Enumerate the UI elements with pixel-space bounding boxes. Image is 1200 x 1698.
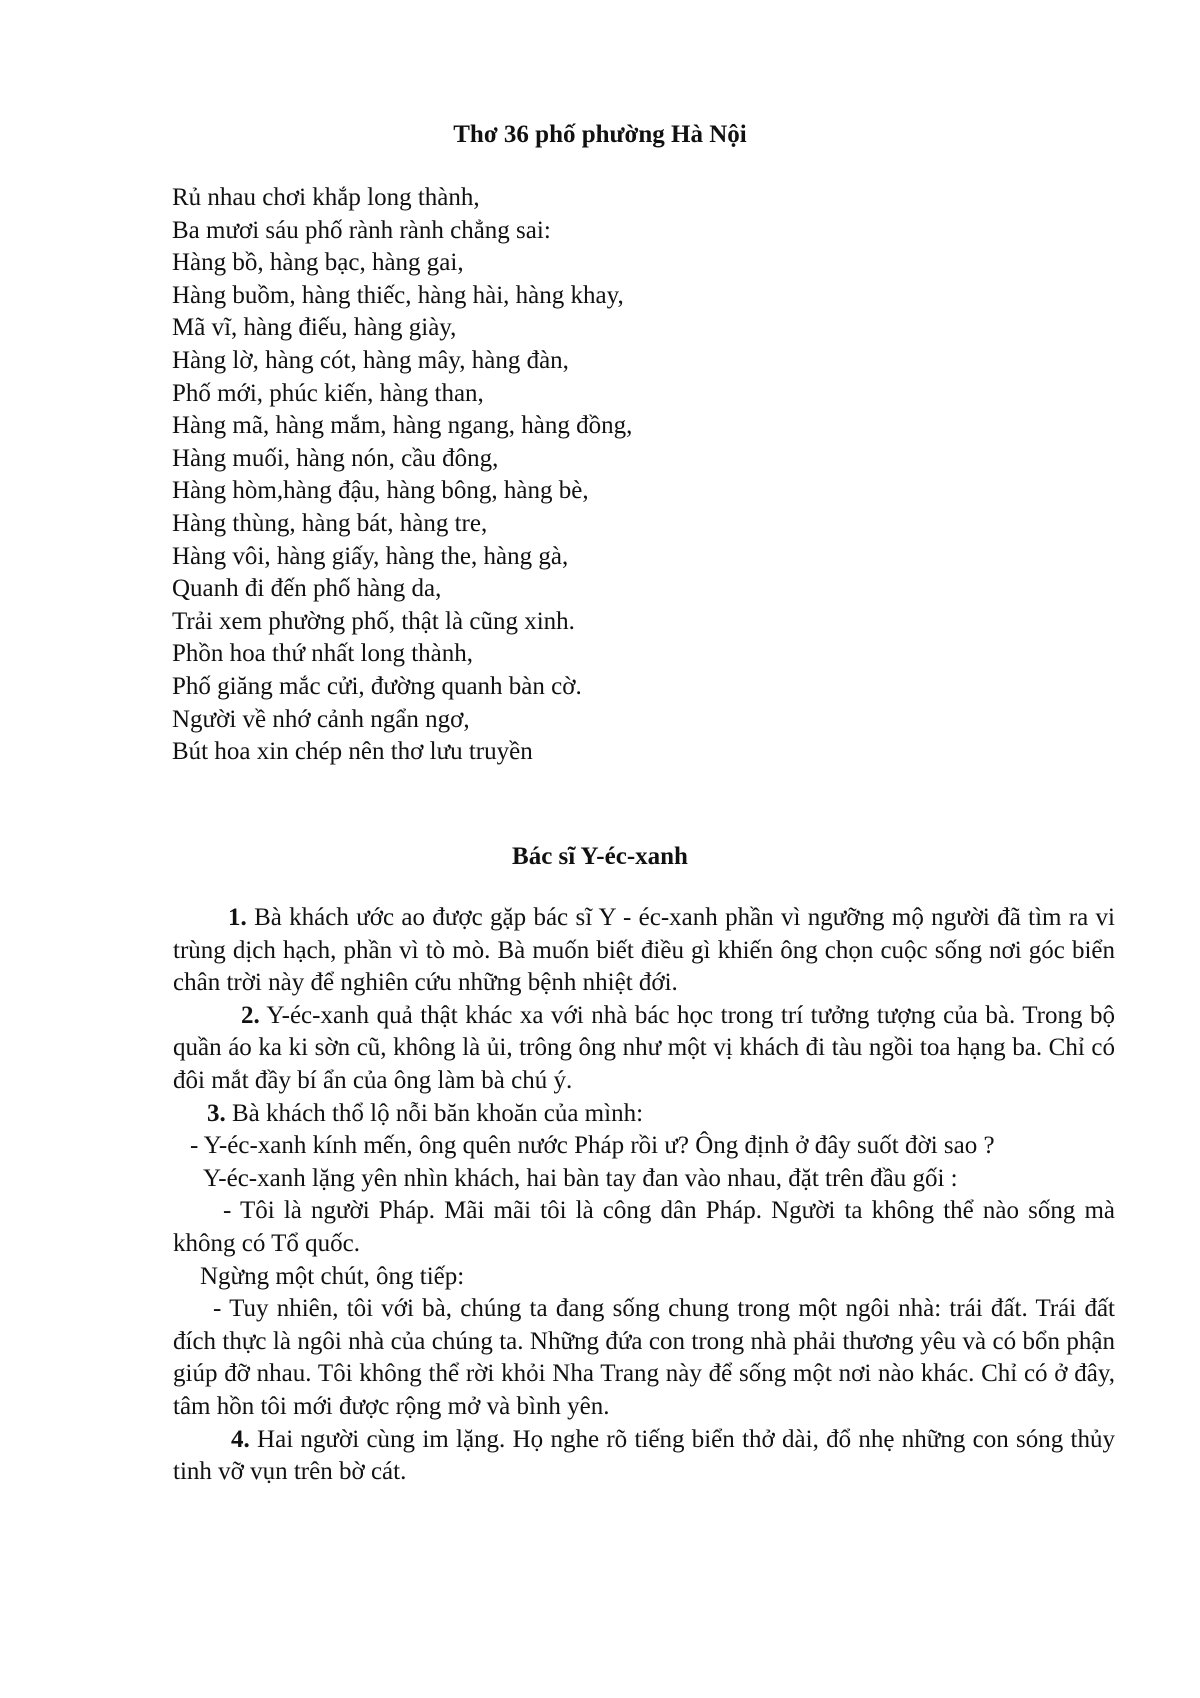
narration-line-1: Y-éc-xanh lặng yên nhìn khách, hai bàn tay đan vào nhau, đặt trên đầu gối : bbox=[203, 1164, 958, 1192]
poem-line: Quanh đi đến phố hàng da, bbox=[172, 575, 442, 603]
poem-line: Hàng buồm, hàng thiếc, hàng hài, hàng khay, bbox=[172, 281, 624, 309]
poem-title: Thơ 36 phố phường Hà Nội bbox=[453, 121, 747, 148]
paragraph-text: Y-éc-xanh quả thật khác xa với nhà bác học trong trí tưởng tượng của bà. Trong bộ quần áo ka ki sờn cũ, không là ủi, trông ông như một vị khách đi tàu ngồi toa hạng ba. Chỉ có đôi mắt đầy bí ẩn của ông làm bà chú ý. bbox=[173, 1001, 1115, 1094]
paragraph-text: Bà khách thổ lộ nỗi băn khoăn của mình: bbox=[225, 1099, 644, 1127]
paragraph-number: 2. bbox=[241, 1001, 260, 1029]
paragraph-4 bbox=[173, 1424, 1115, 1489]
poem-line: Hàng hòm,hàng đậu, hàng bông, hàng bè, bbox=[172, 477, 589, 505]
poem-line: Phồn hoa thứ nhất long thành, bbox=[172, 640, 474, 668]
poem-body bbox=[172, 182, 1072, 769]
paragraph-number: 4. bbox=[231, 1425, 250, 1453]
poem-line: Hàng bồ, hàng bạc, hàng gai, bbox=[172, 249, 464, 277]
poem-line: Mã vĩ, hàng điếu, hàng giày, bbox=[172, 314, 457, 342]
dialogue-line-1: - Y-éc-xanh kính mến, ông quên nước Pháp rồi ư? Ông định ở đây suốt đời sao ? bbox=[190, 1132, 995, 1160]
poem-line: Bút hoa xin chép nên thơ lưu truyền bbox=[172, 738, 533, 766]
story-title: Bác sĩ Y-éc-xanh bbox=[512, 843, 688, 870]
story-body bbox=[173, 902, 1115, 1489]
poem-line: Hàng mã, hàng mắm, hàng ngang, hàng đồng, bbox=[172, 412, 633, 440]
narration-line-2: Ngừng một chút, ông tiếp: bbox=[200, 1262, 465, 1290]
paragraph-number: 3. bbox=[207, 1099, 226, 1127]
dialogue-line-3: - Tuy nhiên, tôi với bà, chúng ta đang sống chung trong một ngôi nhà: trái đất. Trái đất đích thực là ngôi nhà của chúng ta. Những đứa con trong nhà phải thương yêu và có bổn phận giúp đỡ nhau. Tôi không thể rời khỏi Nha Trang này để sống một nơi nào khác. Chỉ có ở đây, tâm hồn tôi mới được rộng mở và bình yên. bbox=[173, 1295, 1115, 1420]
poem-line: Rủ nhau chơi khắp long thành, bbox=[172, 184, 480, 211]
poem-line: Hàng muối, hàng nón, cầu đông, bbox=[172, 444, 499, 472]
poem-line: Người về nhớ cảnh ngẩn ngơ, bbox=[172, 705, 470, 733]
paragraph-3 bbox=[173, 1098, 1115, 1131]
poem-line: Hàng lờ, hàng cót, hàng mây, hàng đàn, bbox=[172, 346, 569, 374]
paragraph-1 bbox=[173, 902, 1115, 1000]
poem-line: Trải xem phường phố, thật là cũng xinh. bbox=[172, 607, 575, 635]
paragraph-number: 1. bbox=[228, 904, 247, 931]
poem-line: Phố mới, phúc kiến, hàng than, bbox=[172, 379, 484, 407]
paragraph-2 bbox=[173, 1000, 1115, 1098]
paragraph-text: Hai người cùng im lặng. Họ nghe rõ tiếng biển thở dài, đổ nhẹ những con sóng thủy tinh vỡ vụn trên bờ cát. bbox=[173, 1425, 1115, 1486]
poem-line: Hàng thùng, hàng bát, hàng tre, bbox=[172, 509, 488, 537]
paragraph-text: Bà khách ước ao được gặp bác sĩ Y - éc-xanh phần vì ngưỡng mộ người đã tìm ra vi trùng dịch hạch, phần vì tò mò. Bà muốn biết điều gì khiến ông chọn cuộc sống nơi góc biển chân trời này để nghiên cứu những bệnh nhiệt đới. bbox=[173, 904, 1115, 997]
dialogue-line-2: - Tôi là người Pháp. Mãi mãi tôi là công dân Pháp. Người ta không thể nào sống mà không có Tổ quốc. bbox=[173, 1197, 1115, 1257]
poem-line: Phố giăng mắc cửi, đường quanh bàn cờ. bbox=[172, 672, 582, 700]
poem-line: Ba mươi sáu phố rành rành chẳng sai: bbox=[172, 216, 551, 244]
poem-line: Hàng vôi, hàng giấy, hàng the, hàng gà, bbox=[172, 542, 569, 570]
